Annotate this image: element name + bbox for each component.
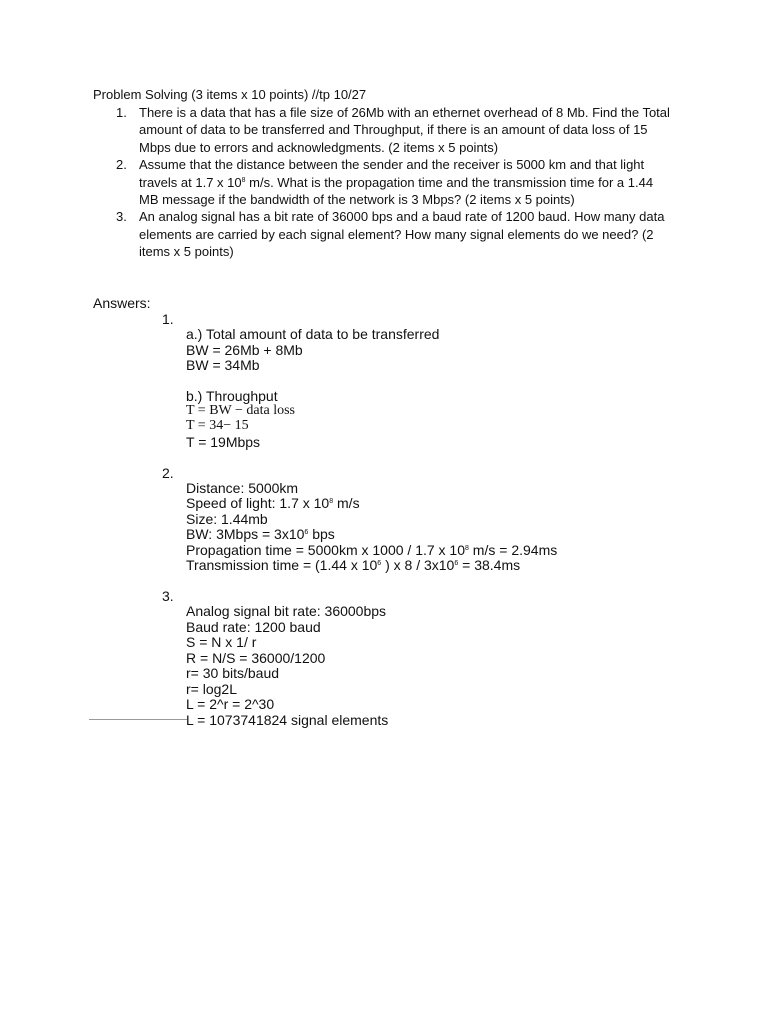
text-part: Transmission time = (1.44 x 10: [186, 557, 378, 573]
exponent: 8: [465, 545, 469, 552]
exponent: 6: [377, 560, 382, 567]
answer-1a-title: a.) Total amount of data to be transferred: [186, 326, 440, 342]
answer-2-speed: [186, 495, 360, 511]
problem-list: [116, 104, 676, 261]
answer-2-distance: Distance: 5000km: [186, 480, 299, 496]
text-part: BW: 3Mbps = 3x10: [186, 526, 305, 542]
answers-label: Answers:: [93, 295, 151, 311]
text-part: ) x 8 / 3x10: [381, 557, 455, 573]
exponent: 8: [329, 498, 334, 505]
problem-number: 3.: [116, 209, 127, 225]
problem-text: There is a data that has a file size of 26Mb with an ethernet overhead of 8 Mb. Find the Total amount of data to be transferred and Throughput, if there is an amount of data loss of 15 Mbps due to errors and acknowledgments. (2 items x 5 points): [139, 105, 670, 155]
problem-number: 2.: [116, 157, 127, 173]
problem-item-3: [116, 208, 676, 260]
answer-3-line: Analog signal bit rate: 36000bps: [186, 603, 387, 619]
answer-number-3: 3.: [162, 588, 174, 604]
text-part: Propagation time = 5000km x 1000 / 1.7 x 10: [186, 542, 466, 558]
answer-2-bandwidth: [186, 526, 335, 542]
answer-2-propagation: [186, 542, 557, 558]
text-part: = 38.4ms: [458, 557, 521, 573]
answer-1b-formula: T = BW − data loss: [186, 403, 295, 418]
problem-item-2: [116, 156, 676, 208]
answer-1a-line: BW = 34Mb: [186, 357, 260, 373]
exponent: 6: [454, 560, 459, 567]
exponent: 8: [241, 176, 246, 184]
answer-1b-title: b.) Throughput: [186, 388, 278, 404]
answer-3-line: L = 1073741824 signal elements: [186, 712, 389, 728]
answer-1a-line: BW = 26Mb + 8Mb: [186, 342, 303, 358]
answer-number-2: 2.: [162, 465, 174, 481]
problem-text: An analog signal has a bit rate of 36000 bps and a baud rate of 1200 baud. How many data elements are carried by each signal element? How many signal elements do we need? (2 items x 5 points): [139, 209, 665, 260]
text-part: m/s = 2.94ms: [468, 542, 558, 558]
answer-2-size: Size: 1.44mb: [186, 511, 268, 527]
answer-1b-result: T = 19Mbps: [186, 434, 261, 450]
answer-3-line: r= log2L: [186, 681, 237, 697]
problem-solving-heading: Problem Solving (3 items x 10 points) //tp 10/27: [93, 87, 367, 102]
exponent: 6: [304, 529, 309, 536]
problem-item-1: [116, 104, 676, 156]
problem-text-part: m/s. What is the propagation time and the transmission time for a 1.44 MB message if the bandwidth of the network is 3 Mbps? (2 items x 5 points): [139, 174, 654, 208]
answer-3-line: r= 30 bits/baud: [186, 665, 280, 681]
answer-3-line: L = 2^r = 2^30: [186, 696, 275, 712]
answer-2-transmission: [186, 557, 520, 573]
text-part: Speed of light: 1.7 x 10: [186, 495, 330, 511]
problem-number: 1.: [116, 105, 127, 120]
problem-text-part: Assume that the distance between the sender and the receiver is 5000 km and that light travels at 1.7 x 10: [139, 157, 645, 190]
answer-number-1: 1.: [162, 311, 174, 327]
answer-1b-formula: T = 34− 15: [186, 418, 249, 433]
answer-3-line: Baud rate: 1200 baud: [186, 619, 321, 635]
answer-3-line: R = N/S = 36000/1200: [186, 650, 326, 666]
text-part: bps: [308, 526, 335, 542]
horizontal-rule: [89, 719, 187, 720]
text-part: m/s: [333, 495, 360, 511]
answer-3-line: S = N x 1/ r: [186, 634, 257, 650]
